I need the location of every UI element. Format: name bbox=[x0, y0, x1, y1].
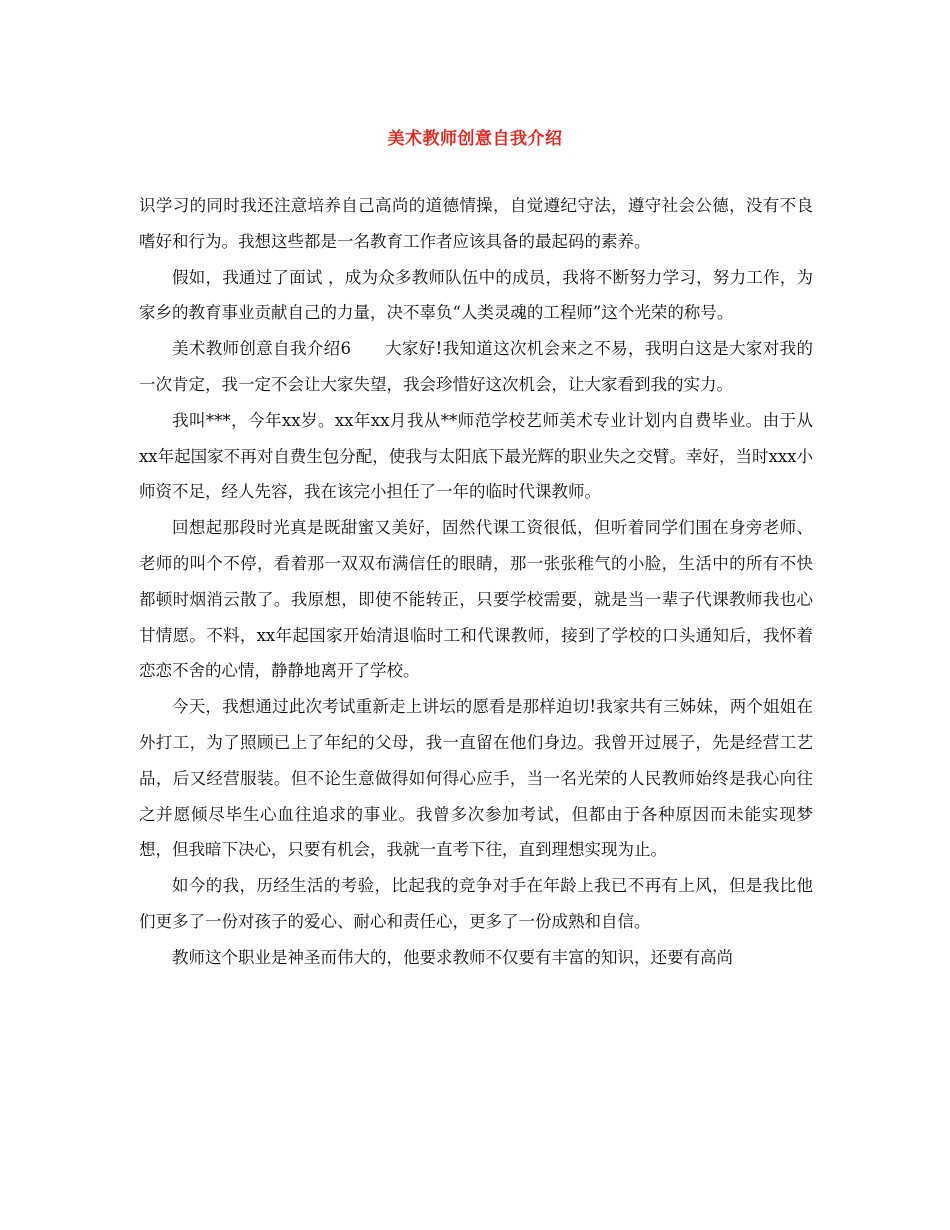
paragraph-8: 教师这个职业是神圣而伟大的，他要求教师不仅要有丰富的知识，还要有高尚 bbox=[172, 947, 733, 967]
paragraph-4: 我叫***，今年xx岁。xx年xx月我从**师范学校艺师美术专业计划内自费毕业。由于从xx年起国家不再对自费生包分配，使我与太阳底下最光辉的职业失之交臂。幸好，当时xxx小师资不足，经人先容，我在该完小担任了一年的临时代课教师。 bbox=[139, 410, 813, 502]
paragraph-2: 假如，我通过了面试 ，成为众多教师队伍中的成员，我将不断努力学习，努力工作，为家乡的教育事业贡献自己的力量，决不辜负“人类灵魂的工程师”这个光荣的称号。 bbox=[139, 267, 813, 323]
paragraph-6: 今天，我想通过此次考试重新走上讲坛的愿看是那样迫切!我家共有三姊妹，两个姐姐在外打工，为了照顾已上了年纪的父母，我一直留在他们身边。我曾开过展子，先是经营工艺品，后又经营服装。但不论生意做得如何得心应手，当一名光荣的人民教师始终是我心向往之并愿倾尽毕生心血往追求的事业。我曾多次参加考试，但都由于各种原因而未能实现梦想，但我暗下决心，只要有机会，我就一直考下往，直到理想实现为止。 bbox=[139, 697, 813, 860]
paragraph-5: 回想起那段时光真是既甜蜜又美好，固然代课工资很低，但听着同学们围在身旁老师、老师的叫个不停，看着那一双双布满信任的眼睛，那一张张稚气的小脸，生活中的所有不快都顿时烟消云散了。我原想，即使不能转正，只要学校需要，就是当一辈子代课教师我也心甘情愿。不料，xx年起国家开始清退临时工和代课教师，接到了学校的口头通知后，我怀着恋恋不舍的心情，静静地离开了学校。 bbox=[139, 518, 813, 681]
paragraph-1: 识学习的同时我还注意培养自己高尚的道德情操，自觉遵纪守法，遵守社会公德，没有不良嗜好和行为。我想这些都是一名教育工作者应该具备的最起码的素养。 bbox=[139, 196, 813, 251]
document-body bbox=[139, 188, 813, 976]
paragraph-7: 如今的我，历经生活的考验，比起我的竞争对手在年龄上我已不再有上风，但是我比他们更多了一份对孩子的爱心、耐心和责任心，更多了一份成熟和自信。 bbox=[139, 876, 813, 931]
document-title: 美术教师创意自我介绍 bbox=[387, 129, 563, 149]
paragraph-3: 美术教师创意自我介绍6 大家好!我知道这次机会来之不易，我明白这是大家对我的一次肯定，我一定不会让大家失望，我会珍惜好这次机会，让大家看到我的实力。 bbox=[139, 339, 813, 394]
